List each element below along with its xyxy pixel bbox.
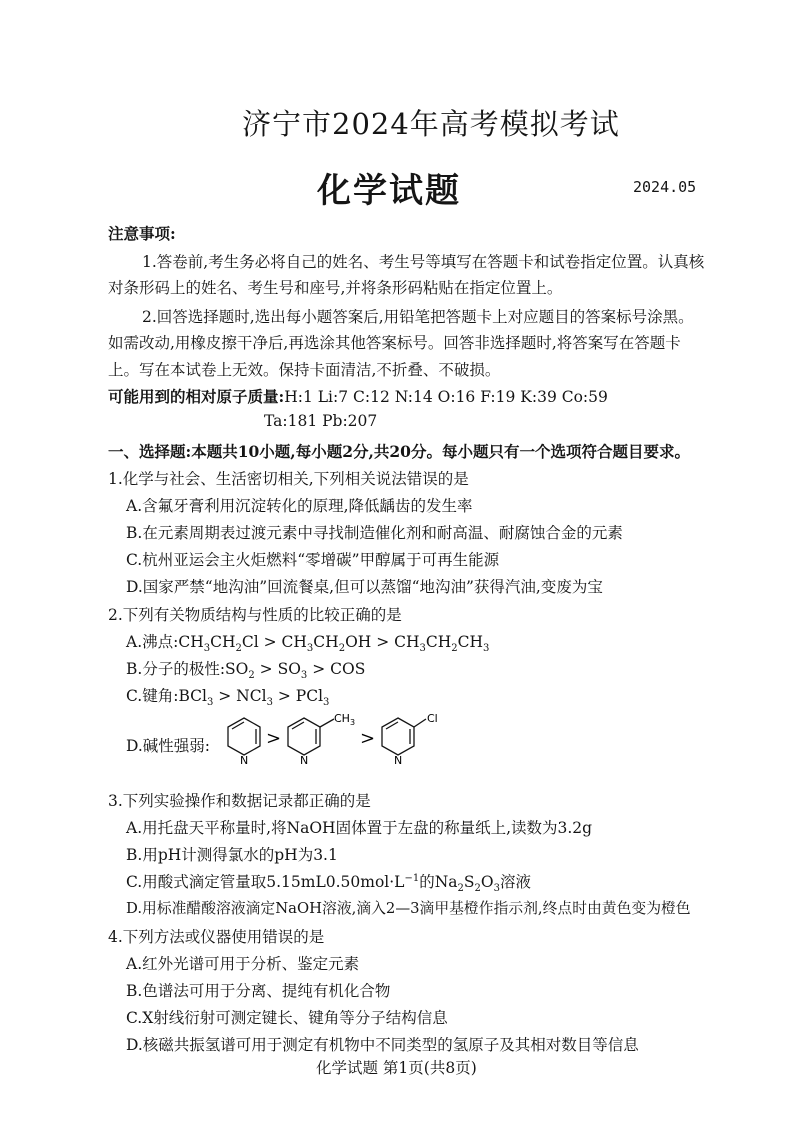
note-2-line-3: 上。写在本试卷上无效。保持卡面清洁,不折叠、不破损。: [108, 361, 501, 379]
page-title: 济宁市2024年高考模拟考试: [242, 107, 620, 141]
q3-stem: 3.下列实验操作和数据记录都正确的是: [108, 792, 371, 810]
q3-option-c: C.用酸式滴定管量取$5.15mL0.50mol\cdot L^{-1}$的$Na_2S_2O_3$溶液: [126, 872, 532, 895]
section-heading: 一、选择题:本题共10小题,每小题2分,共20分。每小题只有一个选项符合题目要求。: [108, 442, 690, 461]
q2-option-c: C.键角:BCl$_3$ > NCl$_3$ > PCl$_3$: [126, 687, 330, 709]
q2-b-prefix: B.分子的极性:: [126, 660, 226, 678]
q3-option-a: A.用托盘天平称量时,将NaOH固体置于左盘的称量纸上,读数为3.2g: [126, 819, 593, 837]
page-subtitle: 化学试题: [317, 171, 461, 211]
q2-option-b: B.分子的极性$:SO_2 > SO_3$ > COS: [126, 660, 366, 682]
greater-than-2: >: [360, 728, 376, 749]
greater-than-1: >: [266, 728, 282, 749]
atomic-mass-values-2: Ta:181 Pb:207: [264, 412, 378, 430]
note-2-line-2: 如需改动,用橡皮擦干净后,再选涂其他答案标号。回答非选择题时,将答案写在答题卡: [108, 334, 681, 352]
note-1-line-1: 1.答卷前,考生务必将自己的姓名、考生号等填写在答题卡和试卷指定位置。认真核: [142, 253, 705, 271]
ring-2-n-label: N: [300, 754, 309, 767]
q2-option-d-label: D.碱性强弱:: [126, 737, 211, 755]
q2-a-prefix: A.沸点:: [126, 633, 179, 651]
atomic-mass-row-1: [108, 385, 608, 407]
q4-option-b: B.色谱法可用于分离、提纯有机化合物: [126, 982, 391, 1000]
q4-option-a: A.红外光谱可用于分析、鉴定元素: [126, 955, 360, 973]
q1-option-b: B.在元素周期表过渡元素中寻找制造催化剂和耐高温、耐腐蚀合金的元素: [126, 524, 623, 542]
q3-c-prefix: C.用酸式滴定管量取5.15mL0.50mol·L: [126, 873, 405, 891]
q4-option-c: C.X射线衍射可测定键长、键角等分子结构信息: [126, 1009, 448, 1027]
note-2-line-1: 2.回答选择题时,选出每小题答案后,用铅笔把答题卡上对应题目的答案标号涂黑。: [142, 308, 694, 326]
pyridine-ring-3: [382, 718, 426, 755]
page-footer: 化学试题 第1页(共8页): [316, 1059, 477, 1077]
ring-3-n-label: N: [394, 754, 403, 767]
q4-option-d: D.核磁共振氢谱可用于测定有机物中不同类型的氢原子及其相对数目等信息: [126, 1036, 639, 1054]
q1-stem: 1.化学与社会、生活密切相关,下列相关说法错误的是: [108, 470, 469, 488]
q3-option-d: D.用标准醋酸溶液滴定NaOH溶液,滴入2—3滴甲基橙作指示剂,终点时由黄色变为橙色: [126, 900, 691, 917]
atomic-mass-values-1: H:1 Li:7 C:12 N:14 O:16 F:19 K:39 Co:59: [284, 388, 608, 406]
q2-option-d-structures: [220, 712, 510, 776]
note-1-line-2: 对条形码上的姓名、考生号和座号,并将条形码粘贴在指定位置上。: [108, 279, 563, 297]
ring-3-cl-label: Cl: [427, 712, 438, 725]
q4-stem: 4.下列方法或仪器使用错误的是: [108, 928, 325, 946]
q3-c-end: 溶液: [500, 873, 532, 891]
q2-c-prefix: C.键角:: [126, 687, 179, 705]
q3-option-b: B.用pH计测得氯水的pH为3.1: [126, 846, 338, 864]
pyridine-ring-2: [288, 718, 334, 755]
notes-heading: 注意事项:: [108, 224, 176, 243]
ring-2-ch3-label: $CH_3$: [334, 712, 356, 727]
q1-option-c: C.杭州亚运会主火炬燃料“零增碳”甲醇属于可再生能源: [126, 551, 500, 569]
q2-stem: 2.下列有关物质结构与性质的比较正确的是: [108, 606, 402, 624]
q1-option-a: A.含氟牙膏利用沉淀转化的原理,降低龋齿的发生率: [126, 497, 473, 515]
q1-option-d: D.国家严禁“地沟油”回流餐桌,但可以蒸馏“地沟油”获得汽油,变废为宝: [126, 578, 603, 596]
pyridine-ring-1: [228, 718, 260, 755]
q3-c-suffix: 的: [419, 873, 435, 891]
q2-option-a: A.沸点$:CH_3CH_2Cl > CH_3CH_2OH > CH_3CH_2CH_3$: [126, 633, 490, 655]
ring-1-n-label: N: [240, 754, 249, 767]
exam-date: 2024.05: [633, 178, 697, 196]
atomic-mass-label: 可能用到的相对原子质量:: [108, 387, 285, 406]
